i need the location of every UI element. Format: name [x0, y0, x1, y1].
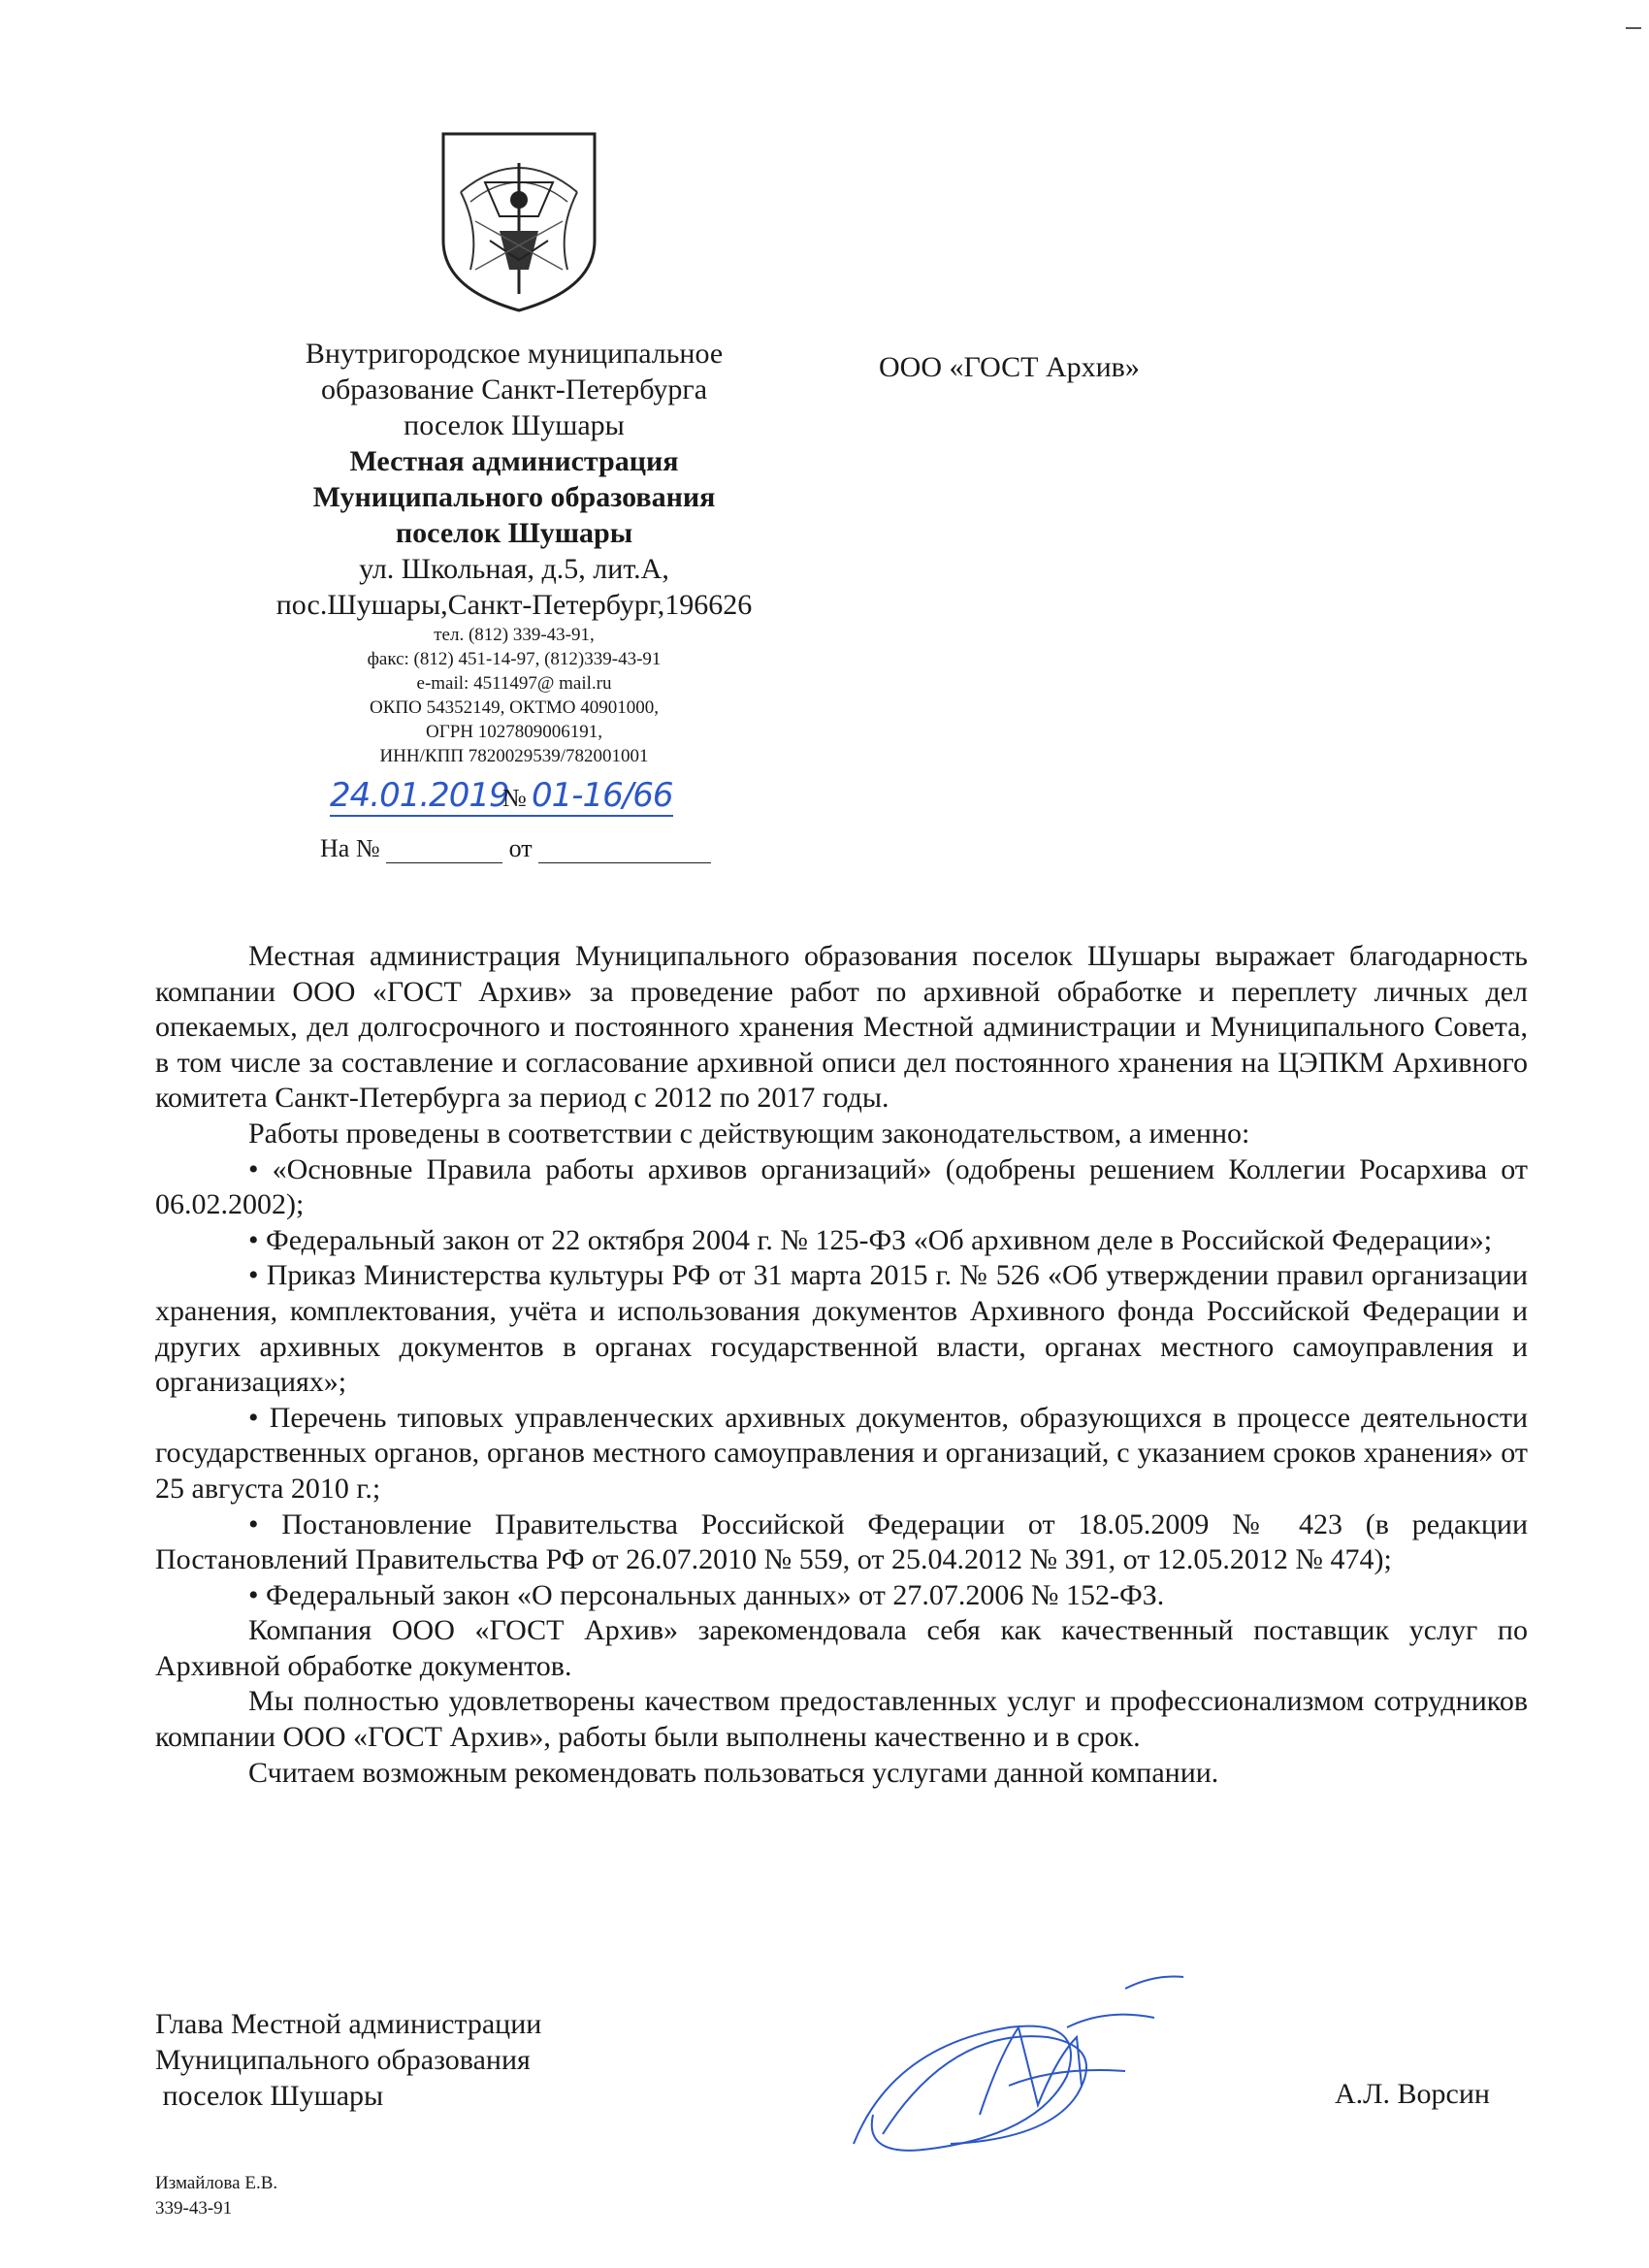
registration-line	[330, 766, 718, 825]
executor-name: Измайлова Е.В.	[155, 2173, 278, 2193]
email-line: e-mail: 4511497@ mail.ru	[416, 673, 612, 694]
sender-block	[252, 336, 776, 768]
body-paragraph: Местная администрация Муниципального образования поселок Шушары выражает благодарность компании ООО «ГОСТ Архив» за проведение работ по архивной обработке и переплету личных дел опекаемых, дел долгосрочного и постоянного хранения Местной администрации и Муниципального Совета, в том числе за составление и согласование архивной описи дел постоянного хранения на ЦЭПКМ Архивного комитета Санкт-Петербурга за период с 2012 по 2017 годы.	[155, 940, 1528, 1115]
position-line: Глава Местной администрации	[155, 2008, 542, 2040]
executor-phone: 339-43-91	[155, 2198, 233, 2219]
org-line: Внутригородское муниципальное	[305, 338, 724, 370]
signer-name: А.Л. Ворсин	[1335, 2078, 1490, 2110]
reference-line	[320, 834, 711, 863]
org-line: образование Санкт-Петербурга	[320, 373, 708, 405]
admin-name-line: Местная администрация	[349, 445, 679, 477]
signatory-position	[155, 2006, 541, 2114]
scan-edge-mark	[1626, 27, 1641, 29]
body-paragraph: Работы проведены в соответствии с действующим законодательством, а именно:	[248, 1117, 1250, 1150]
position-line: поселок Шушары	[155, 2080, 384, 2112]
body-paragraph: Компания ООО «ГОСТ Архив» зарекомендовала себя как качественный поставщик услуг по Архивной обработке документов.	[155, 1614, 1528, 1682]
position-line: Муниципального образования	[155, 2044, 531, 2076]
list-item: • «Основные Правила работы архивов организаций» (одобрены решением Коллегии Росархива от 06.02.2002);	[155, 1152, 1528, 1221]
body-paragraph: Мы полностью удовлетворены качеством предоставленных услуг и профессионализмом сотрудников компании ООО «ГОСТ Архив», работы были выполнены качественно и в срок.	[155, 1685, 1528, 1754]
address-line: пос.Шушары,Санкт-Петербург,196626	[275, 589, 753, 621]
list-item: • Постановление Правительства Российской Федерации от 18.05.2009 № 423 (в редакции Постановлений Правительства РФ от 26.07.2010 № 559, от 25.04.2012 № 391, от 12.05.2012 № 474);	[155, 1507, 1528, 1576]
handwritten-signature	[834, 1969, 1242, 2163]
address-line: ул. Школьная, д.5, лит.А,	[359, 553, 669, 585]
coat-of-arms-icon	[432, 124, 606, 318]
contact-line: ОКПО 54352149, ОКТМО 40901000,	[370, 697, 659, 718]
list-item: • Федеральный закон «О персональных данных» от 27.07.2006 № 152-ФЗ.	[248, 1578, 1165, 1611]
admin-name-line: Муниципального образования	[312, 481, 716, 513]
contact-line: факс: (812) 451-14-97, (812)339-43-91	[367, 649, 662, 669]
letter-body	[155, 939, 1528, 1791]
executor-info	[155, 2171, 277, 2221]
addressee: ООО «ГОСТ Архив»	[879, 351, 1140, 383]
org-line: поселок Шушары	[404, 409, 625, 441]
registration-date: 24.01.2019	[330, 776, 509, 815]
list-item: • Перечень типовых управленческих архивных документов, образующихся в процессе деятельности государственных органов, органов местного самоуправления и организаций, с указанием сроков хранения» от 25 августа 2010 г.;	[155, 1401, 1528, 1505]
admin-name-line: поселок Шушары	[395, 517, 633, 549]
contact-line: ОГРН 1027809006191,	[426, 722, 602, 742]
contact-line: тел. (812) 339-43-91,	[434, 625, 595, 645]
registration-number: 01-16/66	[506, 776, 673, 817]
reference-from: от	[508, 834, 533, 862]
list-item: • Федеральный закон от 22 октября 2004 г. № 125-ФЗ «Об архивном деле в Российской Федерации»;	[248, 1223, 1493, 1256]
contact-line: ИНН/КПП 7820029539/782001001	[379, 746, 649, 766]
list-item: • Приказ Министерства культуры РФ от 31 марта 2015 г. № 526 «Об утверждении правил организации хранения, комплектования, учёта и использования документов Архивного фонда Российской Федерации и других архивных документов в органах государственной власти, органах местного самоуправления и организациях»;	[155, 1259, 1528, 1399]
signature-icon	[834, 1969, 1242, 2163]
coat-of-arms-emblem	[432, 124, 606, 318]
reference-date-blank	[538, 837, 711, 863]
reference-prefix: На №	[320, 834, 380, 862]
body-paragraph: Считаем возможным рекомендовать пользоваться услугами данной компании.	[248, 1756, 1219, 1789]
number-sign: №	[502, 784, 527, 812]
reference-number-blank	[386, 837, 502, 863]
